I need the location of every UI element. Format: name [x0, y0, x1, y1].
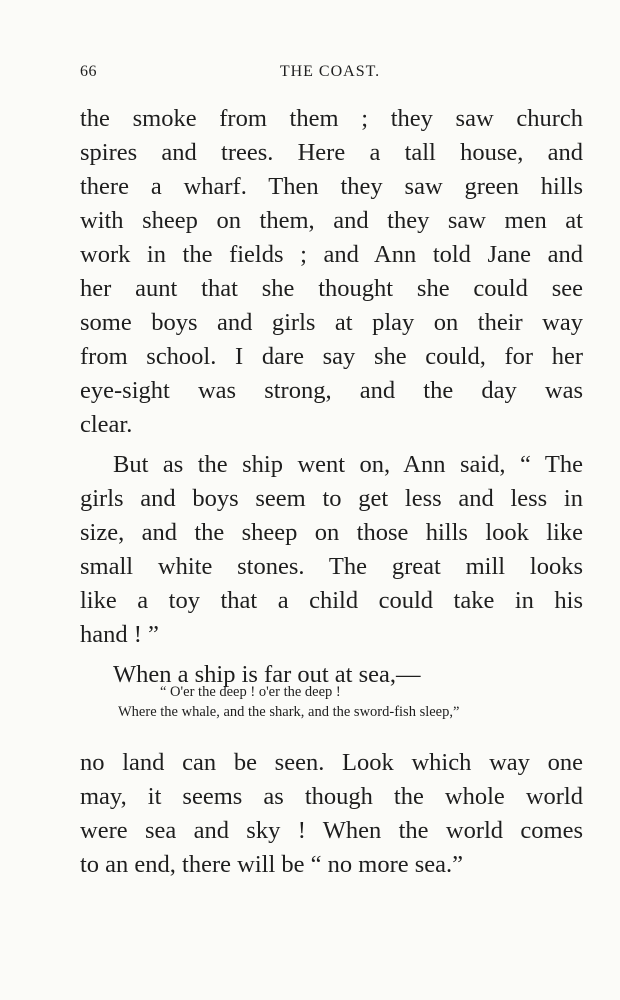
text-line: But as the ship went on, Ann said, “ The	[113, 451, 583, 478]
page-header	[80, 63, 580, 85]
paragraph	[80, 448, 583, 652]
text-line: clear.	[80, 411, 133, 438]
body-text	[80, 746, 583, 882]
text-line: girls and boys seem to get less and less in	[80, 485, 583, 512]
text-line: there a wharf. Then they saw green hills	[80, 173, 583, 200]
verse-quote-line: “ O'er the deep ! o'er the deep !	[160, 684, 341, 700]
paragraph	[80, 746, 583, 882]
text-line: size, and the sheep on those hills look like	[80, 519, 583, 546]
page-number: 66	[80, 63, 97, 80]
text-line: the smoke from them ; they saw church	[80, 105, 583, 132]
verse-quote-line: Where the whale, and the shark, and the sword-fish sleep,”	[118, 704, 460, 720]
text-line: to an end, there will be “ no more sea.”	[80, 851, 464, 878]
text-line: from school. I dare say she could, for her	[80, 343, 583, 370]
text-line: spires and trees. Here a tall house, and	[80, 139, 583, 166]
paragraph	[80, 102, 583, 442]
text-line: no land can be seen. Look which way one	[80, 749, 583, 776]
text-line: small white stones. The great mill looks	[80, 553, 583, 580]
text-line: were sea and sky ! When the world comes	[80, 817, 583, 844]
text-line: may, it seems as though the whole world	[80, 783, 583, 810]
text-line: hand ! ”	[80, 621, 159, 648]
text-line: her aunt that she thought she could see	[80, 275, 583, 302]
text-line: with sheep on them, and they saw men at	[80, 207, 583, 234]
text-line: eye-sight was strong, and the day was	[80, 377, 583, 404]
text-line: some boys and girls at play on their way	[80, 309, 583, 336]
text-line: like a toy that a child could take in his	[80, 587, 583, 614]
running-head: THE COAST.	[279, 63, 381, 80]
text-line: work in the fields ; and Ann told Jane and	[80, 241, 583, 268]
text-line: When a ship is far out at sea,—	[113, 661, 421, 688]
body-text	[80, 102, 583, 692]
